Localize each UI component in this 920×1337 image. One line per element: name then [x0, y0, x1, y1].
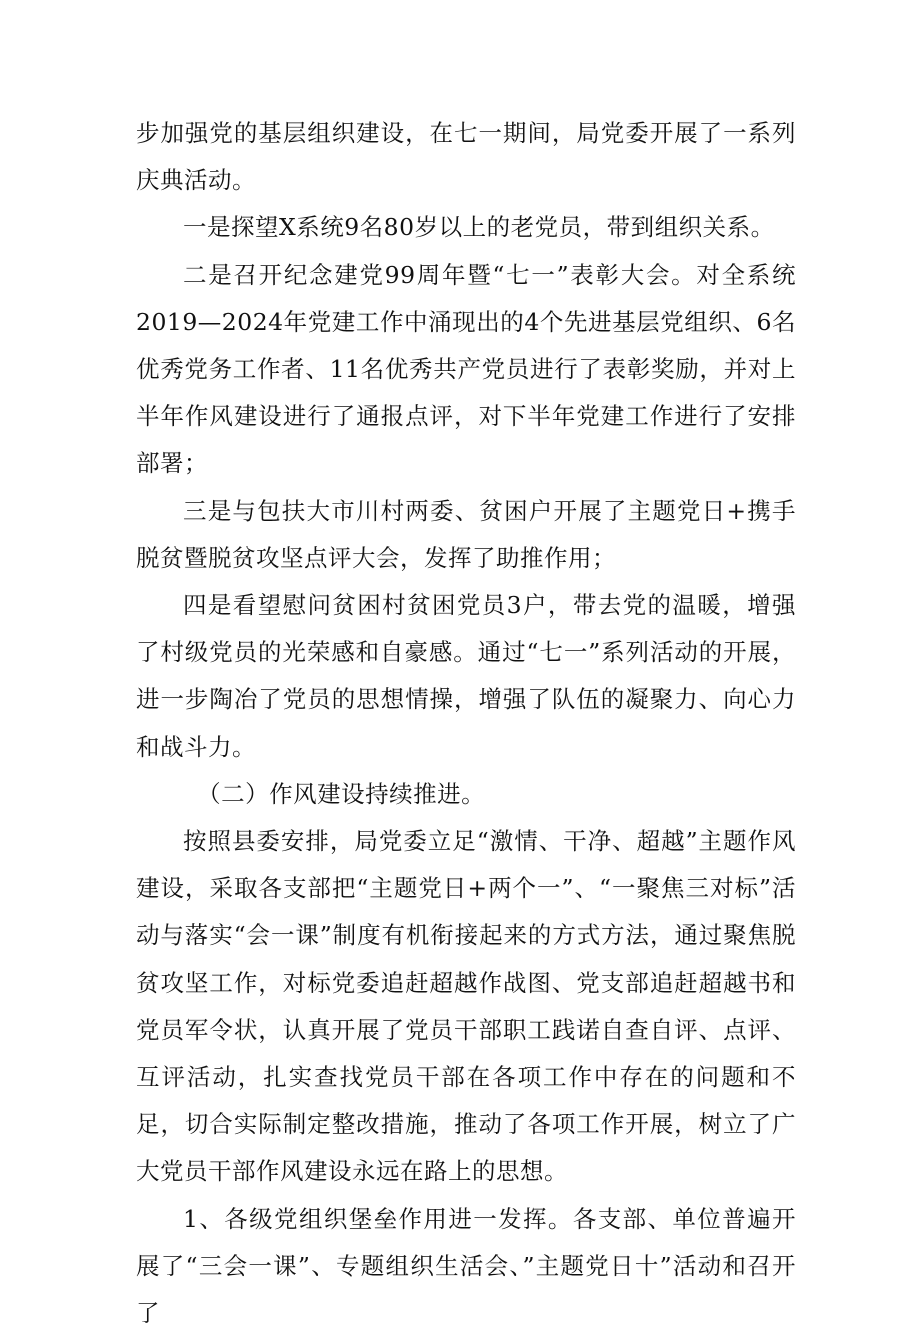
paragraph-item-four: 四是看望慰问贫困村贫困党员3户，带去党的温暖，增强了村级党员的光荣感和自豪感。通过“七一”系列活动的开展，进一步陶冶了党员的思想情操，增强了队伍的凝聚力、向心力和战斗力。: [136, 591, 796, 761]
document-body: [136, 110, 796, 1337]
paragraph-item-one: 一是探望X系统9名80岁以上的老党员，带到组织关系。: [183, 213, 775, 242]
paragraph-item-three: 三是与包扶大市川村两委、贫困户开展了主题党日+携手脱贫暨脱贫攻坚点评大会，发挥了助推作用；: [136, 496, 796, 572]
section-heading: （二）作风建设持续推进。: [197, 779, 486, 808]
paragraph-item-two: 二是召开纪念建党99周年暨“七一”表彰大会。对全系统2019—2024年党建工作中涌现出的4个先进基层党组织、6名优秀党务工作者、11名优秀共产党员进行了表彰奖励，并对上半年作风建设进行了通报点评，对下半年党建工作进行了安排部署；: [136, 260, 796, 478]
paragraph-section-body: 按照县委安排，局党委立足“激情、干净、超越”主题作风建设，采取各支部把“主题党日+两个一”、“一聚焦三对标”活动与落实“会一课”制度有机衔接起来的方式方法，通过聚焦脱贫攻坚工作，对标党委追赶超越作战图、党支部追赶超越书和党员军令状，认真开展了党员干部职工践诺自查自评、点评、互评活动，扎实查找党员干部在各项工作中存在的问题和不足，切合实际制定整改措施，推动了各项工作开展，树立了广大党员干部作风建设永远在路上的思想。: [136, 827, 796, 1186]
paragraph-subitem-one: 1、各级党组织堡垒作用进一发挥。各支部、单位普遍开展了“三会一课”、专题组织生活会、”主题党日十”活动和召开了: [136, 1204, 796, 1328]
paragraph-continuation: 步加强党的基层组织建设，在七一期间，局党委开展了一系列庆典活动。: [136, 119, 796, 195]
